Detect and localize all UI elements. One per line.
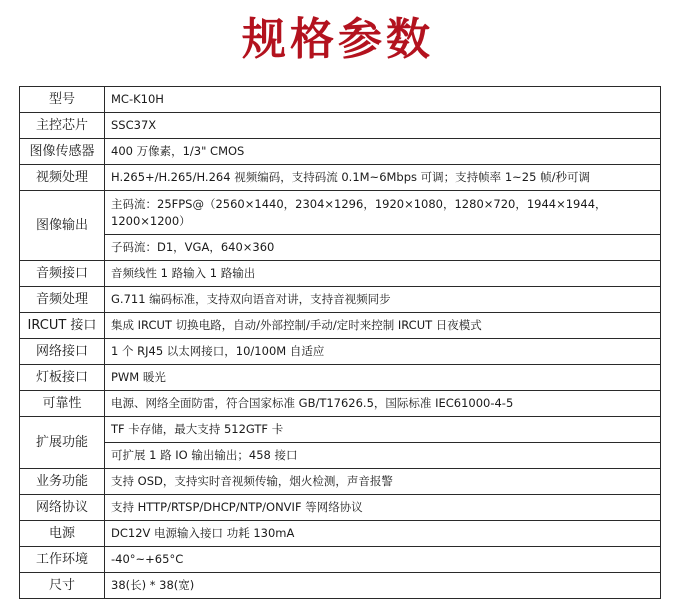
row-label: 工作环境 bbox=[20, 547, 105, 573]
row-label: 视频处理 bbox=[20, 165, 105, 191]
row-label: 尺寸 bbox=[20, 573, 105, 599]
table-row bbox=[20, 417, 661, 443]
row-value: 400 万像素，1/3" CMOS bbox=[105, 139, 661, 165]
page-title: 规格参数 bbox=[242, 14, 434, 65]
row-label: 电源 bbox=[20, 521, 105, 547]
row-value: 子码流：D1，VGA，640×360 bbox=[105, 235, 661, 261]
row-value: SSC37X bbox=[105, 113, 661, 139]
table-row bbox=[20, 113, 661, 139]
table-row bbox=[20, 235, 661, 261]
table-row bbox=[20, 139, 661, 165]
row-label: 扩展功能 bbox=[20, 417, 105, 469]
row-value: G.711 编码标准，支持双向语音对讲，支持音视频同步 bbox=[105, 287, 661, 313]
table-row bbox=[20, 391, 661, 417]
row-value: 38(长) * 38(宽) bbox=[105, 573, 661, 599]
row-label: 可靠性 bbox=[20, 391, 105, 417]
table-row bbox=[20, 165, 661, 191]
table-row bbox=[20, 261, 661, 287]
row-value: 支持 OSD，支持实时音视频传输，烟火检测，声音报警 bbox=[105, 469, 661, 495]
row-label: 图像传感器 bbox=[20, 139, 105, 165]
row-value: 1 个 RJ45 以太网接口，10/100M 自适应 bbox=[105, 339, 661, 365]
table-row bbox=[20, 313, 661, 339]
row-label: 网络协议 bbox=[20, 495, 105, 521]
row-label: 业务功能 bbox=[20, 469, 105, 495]
table-row bbox=[20, 521, 661, 547]
table-row bbox=[20, 573, 661, 599]
table-row bbox=[20, 339, 661, 365]
row-value: MC-K10H bbox=[105, 87, 661, 113]
row-label: 音频接口 bbox=[20, 261, 105, 287]
row-value: 主码流：25FPS@（2560×1440，2304×1296，1920×1080，1280×720，1944×1944，1200×1200） bbox=[105, 191, 661, 235]
spec-table bbox=[19, 86, 661, 599]
row-label: 音频处理 bbox=[20, 287, 105, 313]
row-label: 灯板接口 bbox=[20, 365, 105, 391]
row-label: 图像输出 bbox=[20, 191, 105, 261]
row-value: 集成 IRCUT 切换电路，自动/外部控制/手动/定时来控制 IRCUT 日夜模式 bbox=[105, 313, 661, 339]
row-value: 支持 HTTP/RTSP/DHCP/NTP/ONVIF 等网络协议 bbox=[105, 495, 661, 521]
table-row bbox=[20, 443, 661, 469]
table-row bbox=[20, 495, 661, 521]
row-value: 可扩展 1 路 IO 输出输出；458 接口 bbox=[105, 443, 661, 469]
row-value: 电源、网络全面防雷，符合国家标准 GB/T17626.5，国际标准 IEC61000-4-5 bbox=[105, 391, 661, 417]
row-value: TF 卡存储，最大支持 512GTF 卡 bbox=[105, 417, 661, 443]
row-value: 音频线性 1 路输入 1 路输出 bbox=[105, 261, 661, 287]
row-label: 型号 bbox=[20, 87, 105, 113]
row-value: -40°~+65°C bbox=[105, 547, 661, 573]
table-row bbox=[20, 87, 661, 113]
table-row bbox=[20, 547, 661, 573]
table-row bbox=[20, 287, 661, 313]
row-value: DC12V 电源输入接口 功耗 130mA bbox=[105, 521, 661, 547]
row-label: 主控芯片 bbox=[20, 113, 105, 139]
row-label: 网络接口 bbox=[20, 339, 105, 365]
row-value: H.265+/H.265/H.264 视频编码，支持码流 0.1M~6Mbps 可调；支持帧率 1~25 帧/秒可调 bbox=[105, 165, 661, 191]
table-row bbox=[20, 365, 661, 391]
table-row bbox=[20, 191, 661, 235]
row-label: IRCUT 接口 bbox=[20, 313, 105, 339]
table-row bbox=[20, 469, 661, 495]
row-value: PWM 暖光 bbox=[105, 365, 661, 391]
